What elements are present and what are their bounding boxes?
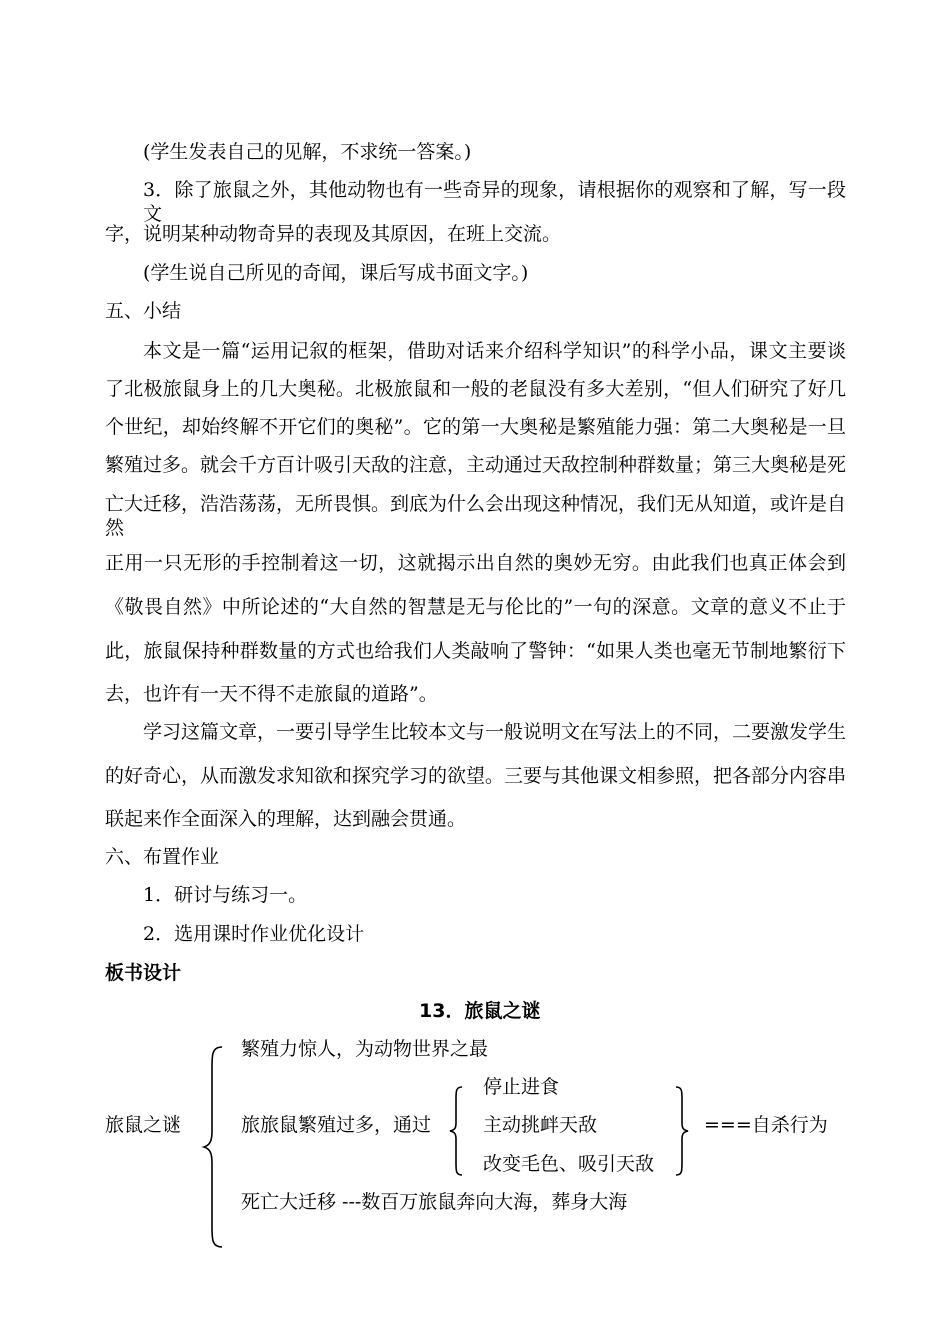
summary-para-1-line-6: 正用一只无形的手控制着这一切，这就揭示出自然的奥妙无穷。由此我们也真正体会到 xyxy=(105,552,846,574)
student-answer-note-1: (学生发表自己的见解，不求统一答案。) xyxy=(143,141,472,163)
question-3-line-1: 3．除了旅鼠之外，其他动物也有一些奇异的现象，请根据你的观察和了解，写一段文 xyxy=(143,179,846,225)
board-branch-1: 繁殖力惊人，为动物世界之最 xyxy=(241,1038,489,1060)
board-sub-item-2: 主动挑衅天敌 xyxy=(483,1114,598,1136)
board-root-label: 旅鼠之谜 xyxy=(105,1114,182,1136)
summary-para-2-line-3: 联起来作全面深入的理解，达到融会贯通。 xyxy=(105,808,467,830)
summary-para-1-line-8: 此，旅鼠保持种群数量的方式也给我们人类敲响了警钟：“如果人类也毫无节制地繁衍下 xyxy=(105,640,846,662)
summary-para-2-line-1: 学习这篇文章，一要引导学生比较本文与一般说明文在写法上的不同，二要激发学生 xyxy=(143,721,847,743)
board-design-heading: 板书设计 xyxy=(105,962,182,984)
summary-para-1-line-1: 本文是一篇“运用记叙的框架，借助对话来介绍科学知识”的科学小品，课文主要谈 xyxy=(143,340,846,362)
section-5-heading: 五、小结 xyxy=(105,300,182,322)
summary-para-1-line-7: 《敬畏自然》中所论述的“大自然的智慧是无与伦比的”一句的深意。文章的意义不止于 xyxy=(105,596,846,618)
small-left-brace xyxy=(446,1085,468,1177)
summary-para-1-line-5: 亡大迁移，浩浩荡荡，无所畏惧。到底为什么会出现这种情况，我们无从知道，或许是自然 xyxy=(105,493,847,539)
summary-para-1-line-2: 了北极旅鼠身上的几大奥秘。北极旅鼠和一般的老鼠没有多大差别，“但人们研究了好几 xyxy=(105,378,846,400)
student-answer-note-2: (学生说自己所见的奇闻，课后写成书面文字。) xyxy=(143,262,529,284)
homework-item-1: 1．研讨与练习一。 xyxy=(143,884,308,906)
board-result: ===自杀行为 xyxy=(704,1114,828,1136)
board-sub-item-3: 改变毛色、吸引天敌 xyxy=(483,1153,655,1175)
large-left-brace xyxy=(200,1045,230,1250)
board-title: 13．旅鼠之谜 xyxy=(419,1000,541,1022)
summary-para-1-line-9: 去，也许有一天不得不走旅鼠的道路”。 xyxy=(105,683,438,705)
board-sub-item-1: 停止进食 xyxy=(483,1076,560,1098)
summary-para-1-line-4: 繁殖过多。就会千方百计吸引天敌的注意，主动通过天敌控制种群数量；第三大奥秘是死 xyxy=(105,454,847,476)
question-3-line-2: 字，说明某种动物奇异的表现及其原因，在班上交流。 xyxy=(105,223,562,245)
right-brace xyxy=(670,1085,692,1177)
section-6-heading: 六、布置作业 xyxy=(105,846,220,868)
homework-item-2: 2．选用课时作业优化设计 xyxy=(143,923,365,945)
board-branch-2: 旅旅鼠繁殖过多，通过 xyxy=(241,1114,432,1136)
summary-para-1-line-3: 个世纪，却始终解不开它们的奥秘”。它的第一大奥秘是繁殖能力强：第二大奥秘是一旦 xyxy=(105,416,846,438)
board-branch-3: 死亡大迁移 ---数百万旅鼠奔向大海，葬身大海 xyxy=(241,1191,628,1213)
summary-para-2-line-2: 的好奇心，从而激发求知欲和探究学习的欲望。三要与其他课文相参照，把各部分内容串 xyxy=(105,765,847,787)
